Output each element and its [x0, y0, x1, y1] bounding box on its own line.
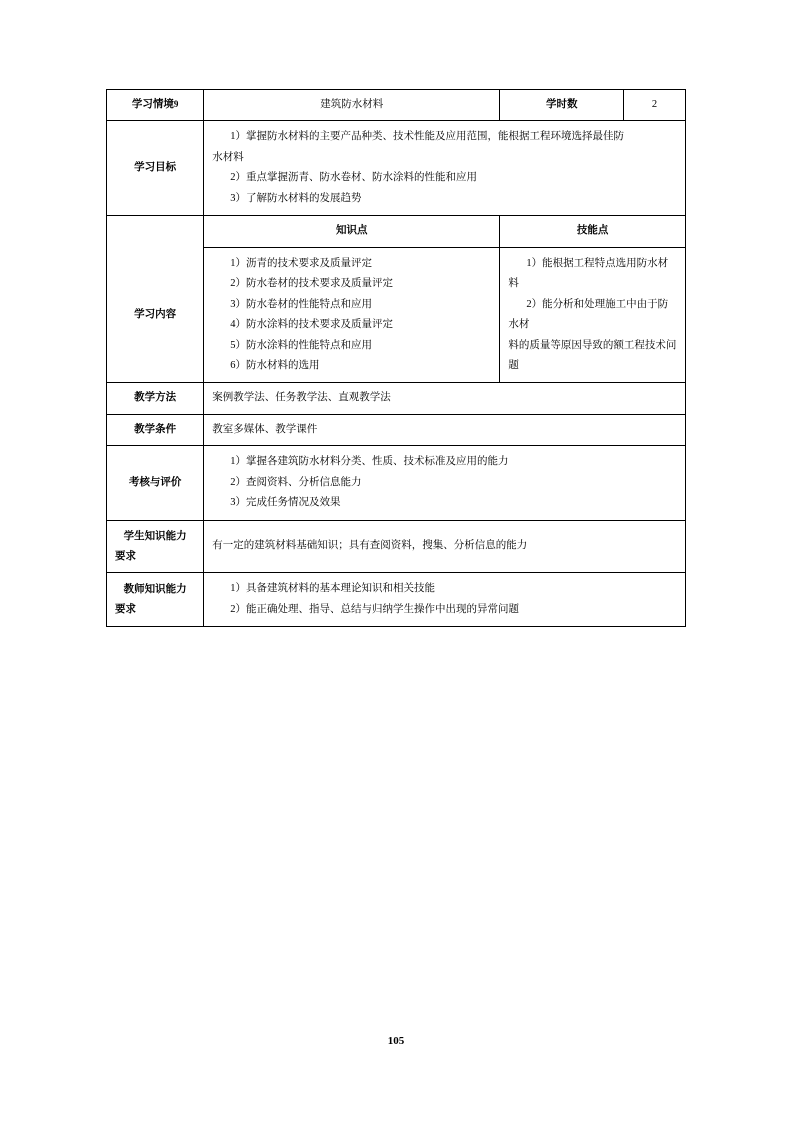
list-item: 5）防水涂料的性能特点和应用: [230, 339, 372, 351]
value-knowledge-points: [204, 247, 500, 383]
list-item: 料的质量等原因导致的额工程技术问题: [508, 339, 677, 371]
course-syllabus-table: [106, 89, 686, 627]
table-row-content: [107, 247, 686, 383]
label-class-hours: 学时数: [500, 90, 624, 121]
list-item: 水材料: [212, 151, 244, 163]
value-situation-title: 建筑防水材料: [204, 90, 500, 121]
value-assessment: [204, 446, 686, 520]
objectives-list: [212, 127, 677, 209]
list-item: 2）查阅资料、分析信息能力: [230, 476, 362, 488]
list-item: 2）能分析和处理施工中由于防水材: [508, 298, 669, 331]
page-number: 105: [387, 1035, 405, 1047]
label-teaching-conditions: 教学条件: [107, 414, 204, 445]
value-skill-points: [500, 247, 686, 383]
label-teacher-requirements: [107, 573, 204, 627]
label-learning-content: 学习内容: [107, 247, 204, 383]
header-knowledge-points: 知识点: [204, 216, 500, 247]
list-item: 3）防水卷材的性能特点和应用: [230, 298, 372, 310]
list-item: 3）了解防水材料的发展趋势: [230, 192, 362, 204]
list-item: 6）防水材料的选用: [230, 359, 320, 371]
label-teaching-methods: 教学方法: [107, 383, 204, 414]
label-assessment: 考核与评价: [107, 446, 204, 520]
label-learning-objectives: 学习目标: [107, 121, 204, 216]
table-row-content-header: [107, 216, 686, 247]
label-learning-situation: [107, 90, 204, 121]
table-row-student-requirements: [107, 520, 686, 573]
table-row-teaching-methods: [107, 383, 686, 414]
label-student-requirements-line2: 要求: [115, 550, 136, 562]
list-item: 1）沥青的技术要求及质量评定: [230, 257, 372, 269]
label-student-requirements: [107, 520, 204, 573]
list-item: 1）掌握防水材料的主要产品种类、技术性能及应用范围，能根据工程环境选择最佳防: [230, 131, 624, 143]
table-row-assessment: [107, 446, 686, 520]
value-teaching-conditions: 教室多媒体、教学课件: [204, 414, 686, 445]
skill-list: [508, 254, 677, 377]
value-class-hours: 2: [624, 90, 686, 121]
label-learning-content-spacer: [107, 216, 204, 247]
knowledge-list: [212, 254, 491, 377]
table-row-objectives: [107, 121, 686, 216]
label-teacher-requirements-line1: 教师知识能力: [123, 584, 187, 595]
list-item: 4）防水涂料的技术要求及质量评定: [230, 319, 393, 331]
table-row-teaching-conditions: [107, 414, 686, 445]
label-learning-situation-text: 学习情境: [131, 99, 174, 110]
table-row-teacher-requirements: [107, 573, 686, 627]
list-item: 2）防水卷材的技术要求及质量评定: [230, 278, 393, 290]
list-item: 2）能正确处理、指导、总结与归纳学生操作中出现的异常问题: [230, 603, 519, 615]
value-student-requirements: 有一定的建筑材料基础知识；具有查阅资料，搜集、分析信息的能力: [204, 520, 686, 573]
list-item: 3）完成任务情况及效果: [230, 497, 341, 509]
label-teacher-requirements-line2: 要求: [115, 603, 136, 615]
list-item: 1）具备建筑材料的基本理论知识和相关技能: [230, 583, 435, 595]
teacher-requirements-list: [212, 579, 677, 620]
assessment-list: [212, 452, 677, 513]
table-row-situation: [107, 90, 686, 121]
value-learning-objectives: [204, 121, 686, 216]
label-learning-situation-number: 9: [173, 99, 179, 109]
list-item: 1）掌握各建筑防水材料分类、性质、技术标准及应用的能力: [230, 456, 509, 468]
value-teacher-requirements: [204, 573, 686, 627]
list-item: 1）能根据工程特点选用防水材料: [508, 257, 669, 290]
value-teaching-methods: 案例教学法、任务教学法、直观教学法: [204, 383, 686, 414]
list-item: 2）重点掌握沥青、防水卷材、防水涂料的性能和应用: [230, 172, 477, 184]
header-skill-points: 技能点: [500, 216, 686, 247]
label-student-requirements-line1: 学生知识能力: [123, 530, 187, 542]
